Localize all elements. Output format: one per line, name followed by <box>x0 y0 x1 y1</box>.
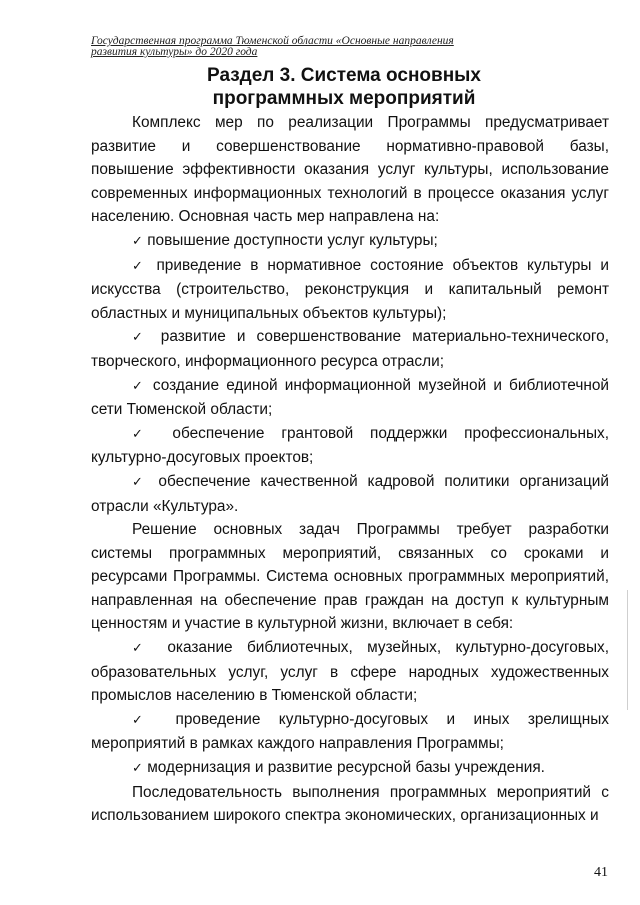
list-item <box>91 374 609 422</box>
section-title-line-1: Раздел 3. Система основных <box>207 65 481 86</box>
checkmark-icon: ✓ <box>132 426 156 442</box>
list-item-text: повышение доступности услуг культуры; <box>147 231 438 249</box>
list-item-text: обеспечение грантовой поддержки профессиональных, культурно-досуговых проектов; <box>91 424 609 467</box>
list-item <box>91 470 609 518</box>
list-item-text: проведение культурно-досуговых и иных зрелищных мероприятий в рамках каждого направления Программы; <box>91 710 609 753</box>
list-item-text: обеспечение качественной кадровой политики организаций отрасли «Культура». <box>91 472 609 515</box>
list-item <box>91 636 609 708</box>
list-item-text: приведение в нормативное состояние объектов культуры и искусства (строительство, реконструкция и капитальный ремонт областных и муниципальных объектов культуры); <box>91 256 609 322</box>
section-title-line-2: программных мероприятий <box>212 88 476 109</box>
paragraph: Решение основных задач Программы требует разработки системы программных мероприятий, связанных со сроками и ресурсами Программы. Система основных программных мероприятий, направленная на обеспечение прав граждан на доступ к культурным ценностям и участие в культурной жизни, включает в себя: <box>91 521 609 633</box>
list-item <box>91 756 609 781</box>
list-item-text: развитие и совершенствование материально-технического, творческого, информационного ресурса отрасли; <box>91 328 609 370</box>
body-text <box>91 111 609 828</box>
paragraph: Комплекс мер по реализации Программы предусматривает развитие и совершенствование нормативно-правовой базы, повышение эффективности оказания услуг культуры, использование современных информационных технологий в процессе оказания услуг населению. Основная часть мер направлена на: <box>91 114 609 226</box>
list-item <box>91 422 609 470</box>
checkmark-icon: ✓ <box>132 474 149 490</box>
list-item-text: создание единой информационной музейной и библиотечной сети Тюменской области; <box>91 376 609 419</box>
checkmark-icon: ✓ <box>132 378 146 394</box>
running-header-line-1: Государственная программа Тюменской области «Основные направления <box>91 35 454 47</box>
running-header-line-2: развития культуры» до 2020 года <box>91 46 258 58</box>
section-title <box>0 64 640 110</box>
checkmark-icon: ✓ <box>132 641 153 657</box>
page-number: 41 <box>594 865 608 880</box>
checkmark-icon: ✓ <box>132 712 158 728</box>
checkmark-icon: ✓ <box>132 330 150 346</box>
paragraph: Последовательность выполнения программных мероприятий с использованием широкого спектра экономических, организационных и <box>91 783 609 825</box>
list-item-text: модернизация и развитие ресурсной базы учреждения. <box>147 759 545 777</box>
running-header <box>91 36 471 58</box>
scan-artifact-line <box>627 590 628 710</box>
checkmark-icon: ✓ <box>132 233 143 249</box>
list-item <box>91 325 609 373</box>
checkmark-icon: ✓ <box>132 258 148 274</box>
list-item <box>91 254 609 326</box>
checkmark-icon: ✓ <box>132 761 143 777</box>
list-item <box>91 229 609 254</box>
list-item-text: оказание библиотечных, музейных, культурно-досуговых, образовательных услуг, услуг в сфере народных художественных промыслов населению в Тюменской области; <box>91 639 609 705</box>
list-item <box>91 708 609 756</box>
